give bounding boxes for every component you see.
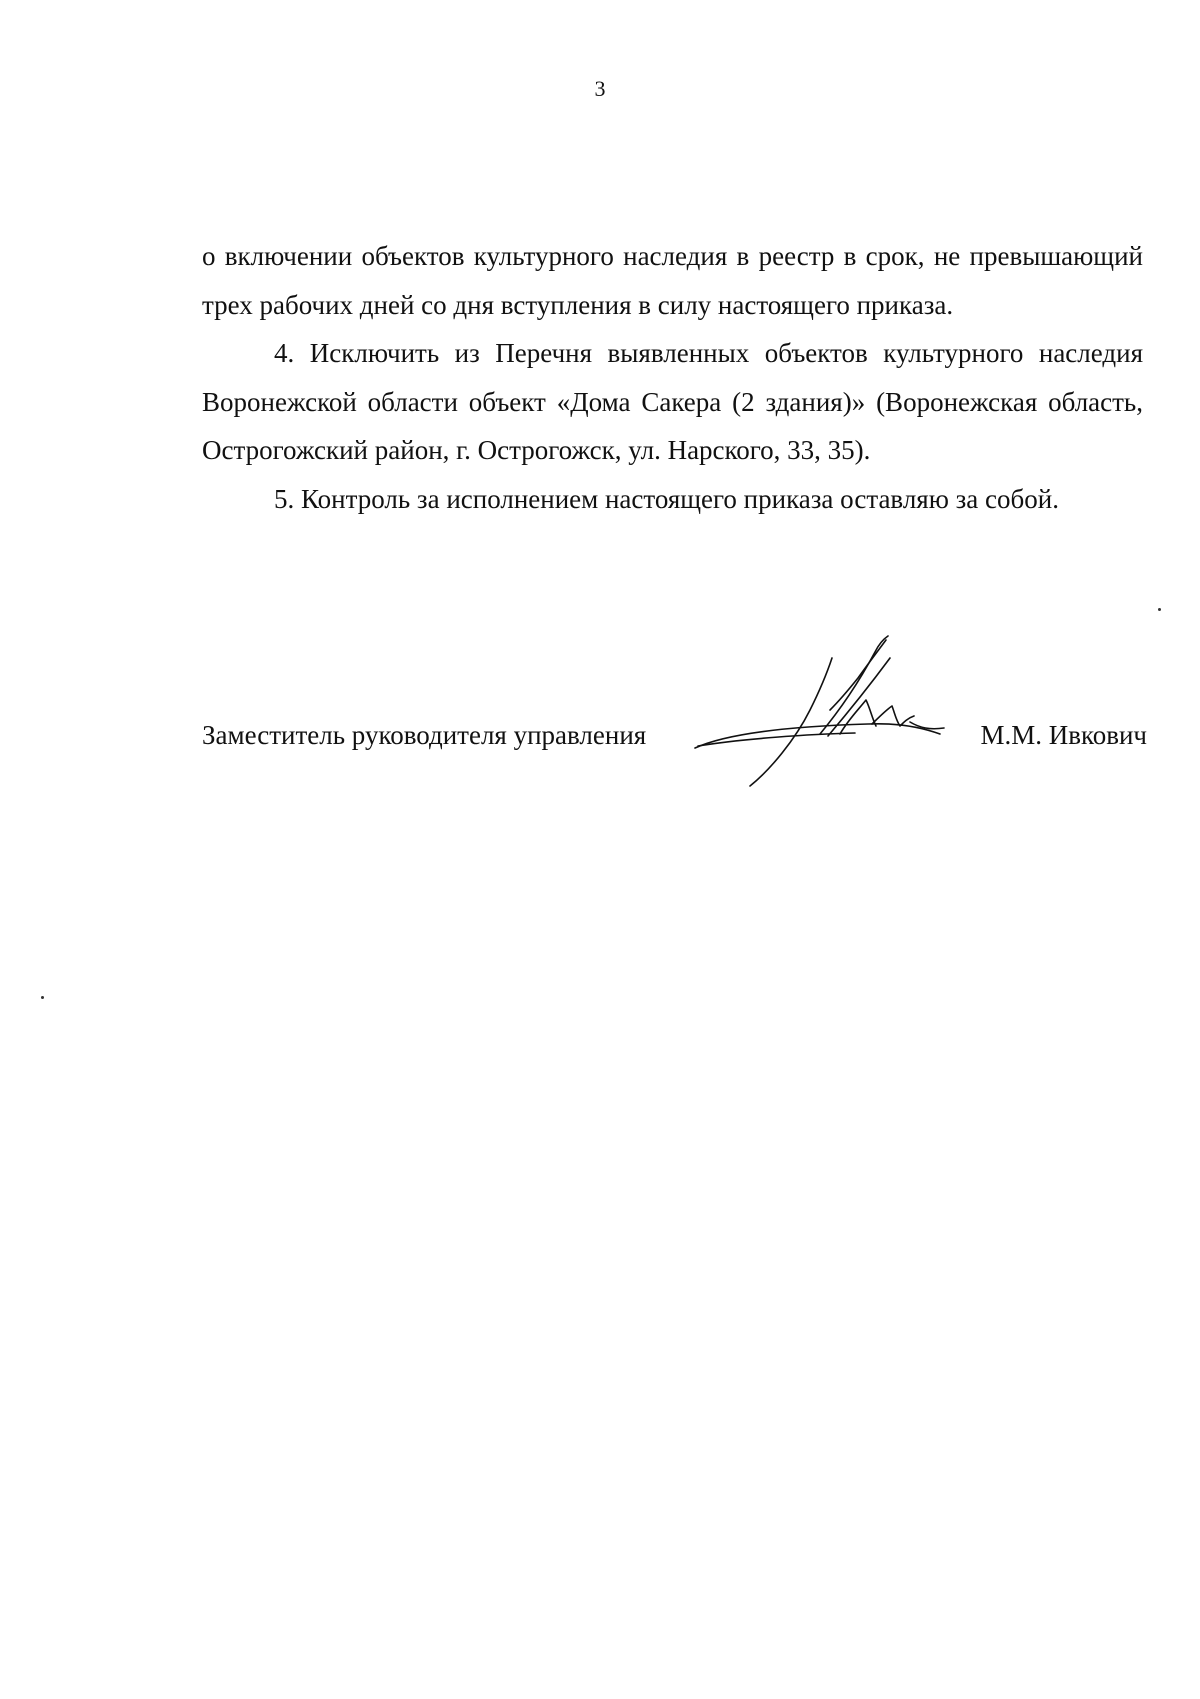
scan-speck xyxy=(1158,608,1161,611)
paragraph-continuation: о включении объектов культурного наследия в реестр в срок, не превышающий трех рабочих дней со дня вступления в силу настоящего приказа. xyxy=(202,241,1143,320)
signer-name: М.М. Ивкович xyxy=(980,720,1147,750)
signature-block xyxy=(202,720,1147,760)
scan-speck xyxy=(41,996,44,999)
handwritten-signature xyxy=(690,630,980,790)
document-body xyxy=(202,232,1143,523)
paragraph-item-5: 5. Контроль за исполнением настоящего приказа оставляю за собой. xyxy=(274,483,1059,514)
paragraph-item-4: 4. Исключить из Перечня выявленных объектов культурного наследия Воронежской области объект «Дома Сакера (2 здания)» (Воронежская область, Острогожский район, г. Острогожск, ул. Нарского, 33, 35). xyxy=(202,338,1143,465)
page-number: 3 xyxy=(594,76,606,101)
signer-position: Заместитель руководителя управления xyxy=(202,720,647,750)
